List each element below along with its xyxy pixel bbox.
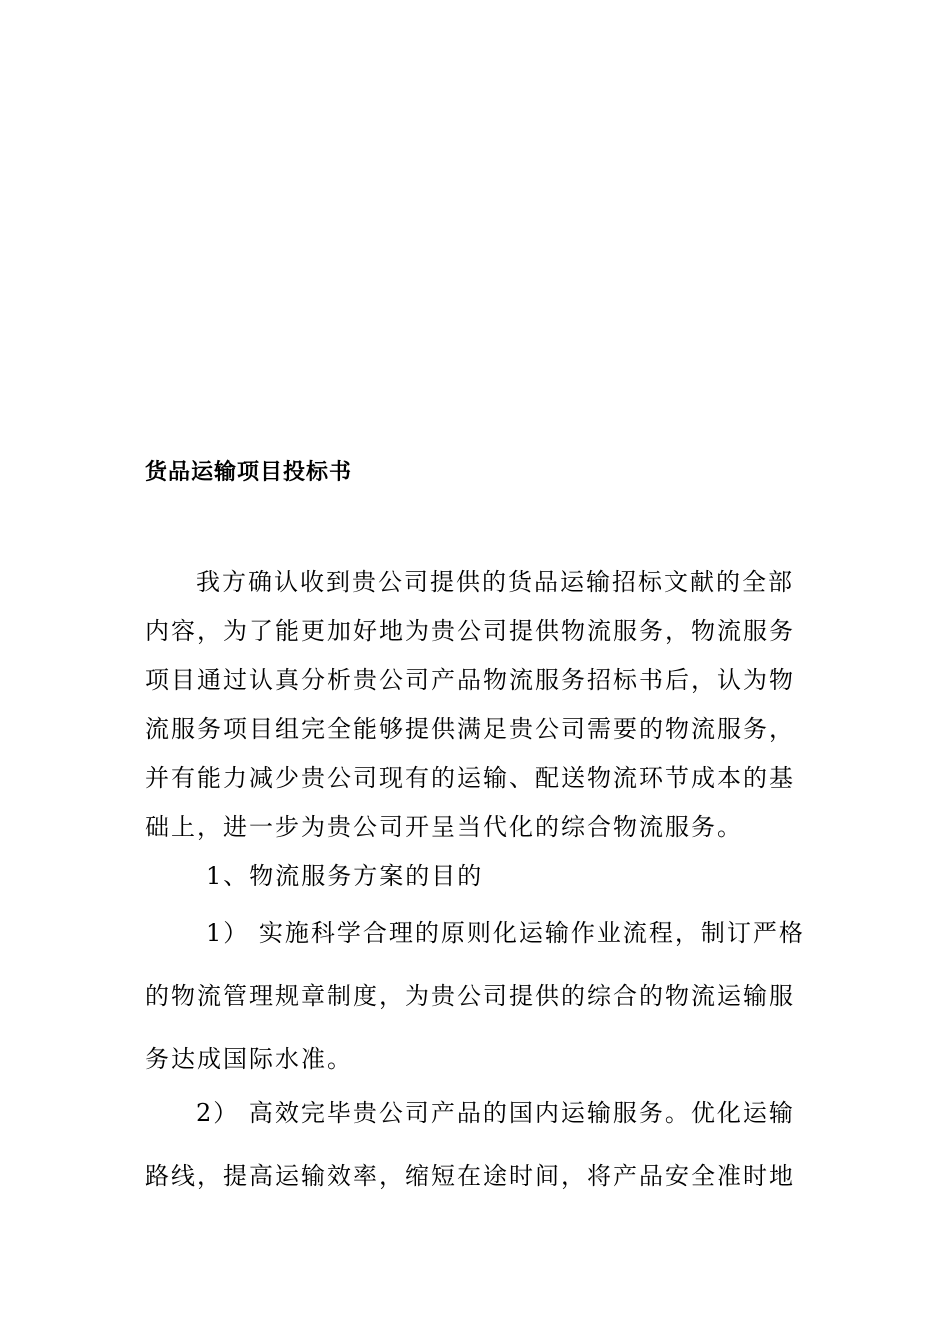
- section-heading: 1、物流服务方案的目的: [206, 862, 484, 890]
- intro-line-4: 流服务项目组完全能够提供满足贵公司需要的物流服务，: [145, 715, 795, 743]
- intro-line-3: 项目通过认真分析贵公司产品物流服务招标书后，认为物: [145, 666, 795, 694]
- intro-line-6: 础上，进一步为贵公司开呈当代化的综合物流服务。: [145, 813, 743, 841]
- intro-line-5: 并有能力减少贵公司现有的运输、配送物流环节成本的基: [145, 764, 795, 792]
- item1-line-2: 的物流管理规章制度，为贵公司提供的综合的物流运输服: [145, 982, 795, 1010]
- intro-line-1: 我方确认收到贵公司提供的货品运输招标文献的全部: [196, 568, 794, 596]
- intro-line-2: 内容，为了能更加好地为贵公司提供物流服务，物流服务: [145, 617, 795, 645]
- item2-line-1: 2） 高效完毕贵公司产品的国内运输服务。优化运输: [196, 1099, 795, 1127]
- item2-line-2: 路线，提高运输效率，缩短在途时间，将产品安全准时地: [145, 1162, 795, 1190]
- item1-line-1: 1） 实施科学合理的原则化运输作业流程，制订严格: [206, 919, 805, 947]
- item1-line-3: 务达成国际水准。: [145, 1045, 353, 1073]
- document-title: 货品运输项目投标书: [145, 459, 353, 485]
